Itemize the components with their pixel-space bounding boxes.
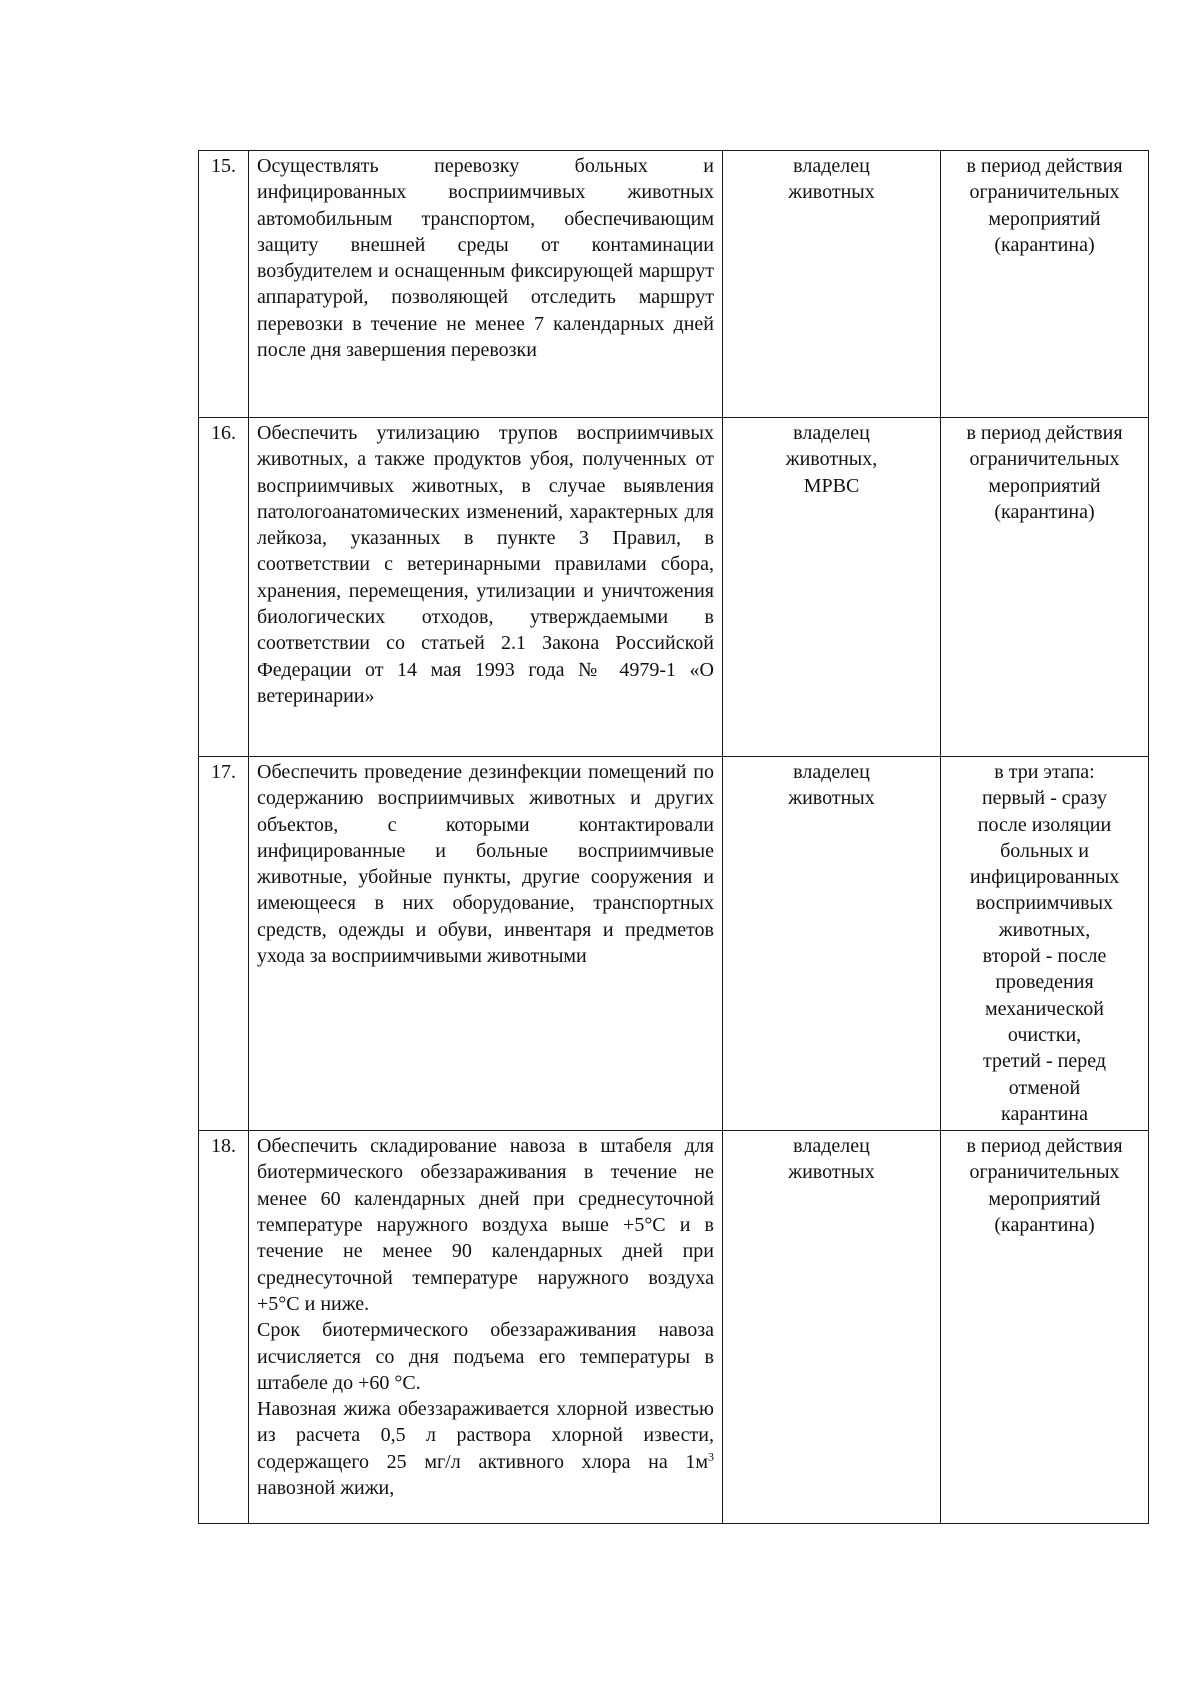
measure-text <box>249 151 723 418</box>
timing-line: ограничительных <box>969 181 1120 204</box>
timing-line: мероприятий <box>988 474 1101 497</box>
responsible-line: животных, <box>785 448 878 471</box>
timing-cell <box>941 1131 1149 1524</box>
timing-line: (карантина) <box>994 1214 1095 1237</box>
measure-text <box>249 757 723 1131</box>
responsible-line: животных <box>788 787 875 810</box>
timing-line: ограничительных <box>969 1161 1120 1184</box>
measure-text-run: навозной жижи, <box>257 1477 395 1500</box>
row-number: 15. <box>199 151 249 418</box>
table-row <box>199 1131 1149 1524</box>
responsible-cell <box>723 418 941 757</box>
row-number: 17. <box>199 757 249 1131</box>
responsible-line: владелец <box>793 1135 870 1158</box>
responsible-line: МРВС <box>803 474 860 497</box>
timing-line: ограничительных <box>969 448 1120 471</box>
timing-line: в период действия <box>966 1135 1123 1158</box>
table-row <box>199 151 1149 418</box>
timing-line: проведения <box>995 971 1094 994</box>
measure-text <box>249 418 723 757</box>
responsible-cell <box>723 757 941 1131</box>
timing-cell <box>941 151 1149 418</box>
timing-line: (карантина) <box>994 233 1095 256</box>
responsible-line: животных <box>788 181 875 204</box>
timing-line: в три этапа: <box>994 761 1095 783</box>
measure-paragraph: Обеспечить проведение дезинфекции помещений по содержанию восприимчивых животных и других объектов, с которыми контактировали инфицированные и больные восприимчивые животные, убойные пункты, другие сооружения и имеющееся в них оборудование, транспортных средств, одежды и обуви, инвентаря и предметов ухода за восприимчивыми животными <box>257 761 714 968</box>
measure-paragraph: Обеспечить складирование навоза в штабеля для биотермического обеззараживания в течение не менее 60 календарных дней при среднесуточной температуре наружного воздуха выше +5°С и в течение не менее 90 календарных дней при среднесуточной температуре наружного воздуха +5°С и ниже. <box>257 1135 714 1315</box>
responsible-line: животных <box>788 1161 875 1184</box>
measure-paragraph: Срок биотермического обеззараживания навоза исчисляется со дня подъема его температуры в штабеле до +60 °С. <box>257 1319 714 1394</box>
responsible-line: владелец <box>793 761 870 783</box>
responsible-cell <box>723 1131 941 1524</box>
timing-line: очистки, <box>1007 1023 1082 1046</box>
timing-line: третий - перед <box>982 1050 1107 1073</box>
table-row <box>199 418 1149 757</box>
timing-line: карантина <box>1001 1102 1088 1125</box>
timing-line: после изоляции <box>977 813 1112 836</box>
timing-line: отменой <box>1008 1076 1081 1099</box>
responsible-cell <box>723 151 941 418</box>
timing-line: второй - после <box>982 945 1107 968</box>
measure-text <box>249 1131 723 1524</box>
measure-paragraph: Осуществлять перевозку больных и инфицированных восприимчивых животных автомобильным транспортом, обеспечивающим защиту внешней среды от контаминации возбудителем и оснащенным фиксирующей маршрут аппаратурой, позволяющей отследить маршрут перевозки в течение не менее 7 календарных дней после дня завершения перевозки <box>257 155 714 362</box>
timing-line: животных, <box>998 918 1091 941</box>
measures-table <box>198 150 1149 1524</box>
timing-line: механической <box>984 997 1104 1020</box>
timing-line: инфицированных <box>969 866 1120 889</box>
row-number: 18. <box>199 1131 249 1524</box>
timing-cell <box>941 757 1149 1131</box>
superscript-exponent: 3 <box>708 1449 714 1464</box>
timing-line: первый - сразу <box>981 787 1108 810</box>
timing-line: больных и <box>1000 839 1089 862</box>
timing-line: мероприятий <box>988 207 1101 230</box>
timing-line: мероприятий <box>988 1187 1101 1210</box>
timing-line: в период действия <box>966 422 1123 444</box>
timing-line: (карантина) <box>994 500 1095 523</box>
responsible-line: владелец <box>793 422 870 444</box>
timing-cell <box>941 418 1149 757</box>
measure-text-run: Навозная жижа обеззараживается хлорной известью из расчета 0,5 л раствора хлорной извести, содержащего 25 мг/л активного хлора на 1м <box>257 1398 714 1473</box>
responsible-line: владелец <box>793 155 870 177</box>
measure-paragraph <box>257 1396 714 1501</box>
row-number: 16. <box>199 418 249 757</box>
table-row <box>199 757 1149 1131</box>
timing-line: в период действия <box>966 155 1123 177</box>
timing-line: восприимчивых <box>975 892 1114 915</box>
measure-paragraph: Обеспечить утилизацию трупов восприимчивых животных, а также продуктов убоя, полученных от восприимчивых животных, в случае выявления патологоанатомических изменений, характерных для лейкоза, указанных в пункте 3 Правил, в соответствии с ветеринарными правилами сбора, хранения, перемещения, утилизации и уничтожения биологических отходов, утверждаемыми в соответствии со статьей 2.1 Закона Российской Федерации от 14 мая 1993 года № 4979-1 «О ветеринарии» <box>257 422 714 707</box>
